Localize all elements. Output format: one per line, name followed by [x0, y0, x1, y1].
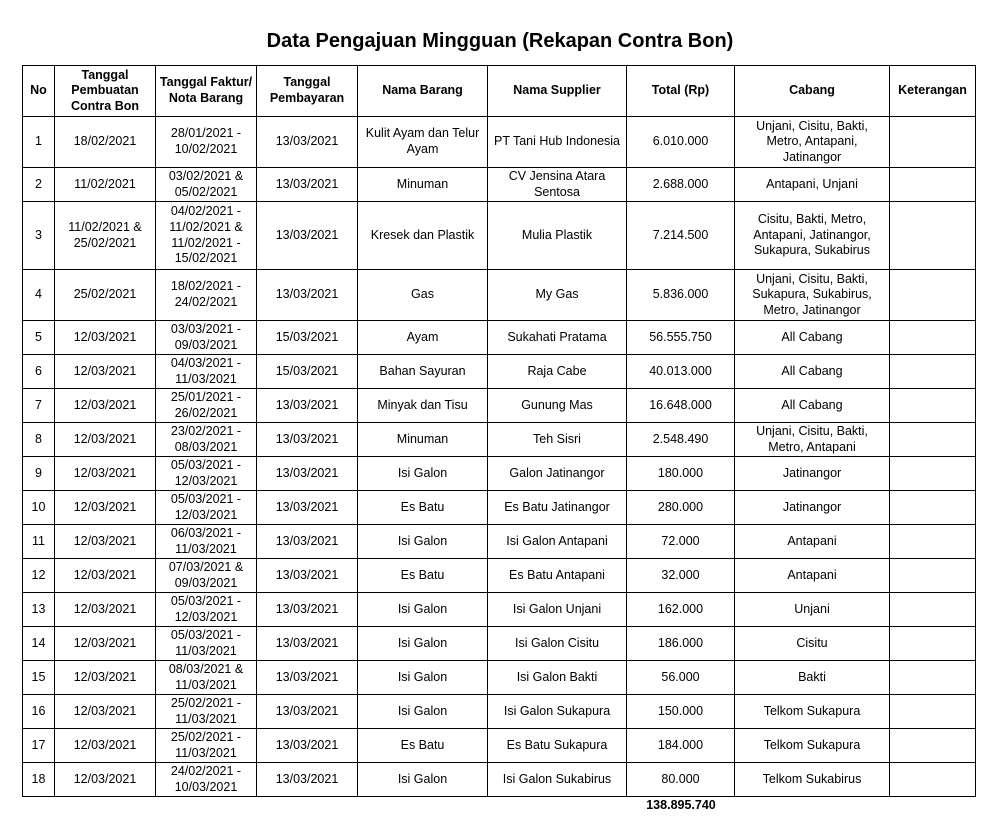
table-row — [23, 202, 976, 270]
cell-nama-supplier: Teh Sisri — [488, 423, 627, 457]
cell-nama-supplier: Raja Cabe — [488, 355, 627, 389]
cell-no: 4 — [23, 270, 55, 321]
cell-tanggal-faktur: 24/02/2021 - 10/03/2021 — [156, 763, 257, 797]
cell-no: 3 — [23, 202, 55, 270]
cell-keterangan — [890, 559, 976, 593]
cell-nama-supplier: Gunung Mas — [488, 389, 627, 423]
table-row — [23, 491, 976, 525]
cell-total: 150.000 — [627, 695, 735, 729]
cell-cabang: Antapani, Unjani — [735, 168, 890, 202]
cell-cabang: Antapani — [735, 559, 890, 593]
cell-cabang: Unjani, Cisitu, Bakti, Sukapura, Sukabirus, Metro, Jatinangor — [735, 270, 890, 321]
cell-no: 6 — [23, 355, 55, 389]
cell-tanggal-contra-bon: 12/03/2021 — [55, 423, 156, 457]
cell-total: 280.000 — [627, 491, 735, 525]
cell-keterangan — [890, 423, 976, 457]
cell-tanggal-pembayaran: 13/03/2021 — [257, 270, 358, 321]
cell-no: 13 — [23, 593, 55, 627]
table-row — [23, 627, 976, 661]
cell-keterangan — [890, 457, 976, 491]
cell-cabang: Cisitu — [735, 627, 890, 661]
cell-tanggal-pembayaran: 13/03/2021 — [257, 525, 358, 559]
cell-cabang: Bakti — [735, 661, 890, 695]
cell-keterangan — [890, 168, 976, 202]
cell-tanggal-faktur: 05/03/2021 - 11/03/2021 — [156, 627, 257, 661]
cell-nama-barang: Minyak dan Tisu — [358, 389, 488, 423]
table-header-row — [23, 66, 976, 117]
cell-total: 5.836.000 — [627, 270, 735, 321]
cell-tanggal-pembayaran: 13/03/2021 — [257, 559, 358, 593]
cell-total: 40.013.000 — [627, 355, 735, 389]
cell-no: 8 — [23, 423, 55, 457]
grand-total: 138.895.740 — [646, 798, 716, 812]
cell-nama-barang: Isi Galon — [358, 593, 488, 627]
cell-nama-supplier: Sukahati Pratama — [488, 321, 627, 355]
cell-tanggal-faktur: 03/03/2021 - 09/03/2021 — [156, 321, 257, 355]
cell-keterangan — [890, 695, 976, 729]
cell-nama-supplier: Isi Galon Sukapura — [488, 695, 627, 729]
table-row — [23, 695, 976, 729]
cell-keterangan — [890, 117, 976, 168]
cell-tanggal-contra-bon: 25/02/2021 — [55, 270, 156, 321]
table-row — [23, 321, 976, 355]
cell-nama-supplier: My Gas — [488, 270, 627, 321]
col-header-cabang: Cabang — [735, 66, 890, 117]
cell-tanggal-contra-bon: 18/02/2021 — [55, 117, 156, 168]
cell-tanggal-pembayaran: 13/03/2021 — [257, 763, 358, 797]
col-header-nama-barang: Nama Barang — [358, 66, 488, 117]
cell-cabang: Unjani, Cisitu, Bakti, Metro, Antapani — [735, 423, 890, 457]
table-row — [23, 729, 976, 763]
cell-tanggal-pembayaran: 13/03/2021 — [257, 695, 358, 729]
cell-keterangan — [890, 593, 976, 627]
cell-no: 18 — [23, 763, 55, 797]
cell-nama-supplier: Isi Galon Cisitu — [488, 627, 627, 661]
cell-no: 11 — [23, 525, 55, 559]
table-row — [23, 355, 976, 389]
cell-total: 16.648.000 — [627, 389, 735, 423]
cell-keterangan — [890, 202, 976, 270]
cell-no: 15 — [23, 661, 55, 695]
cell-tanggal-pembayaran: 13/03/2021 — [257, 661, 358, 695]
col-header-tanggal-faktur: Tanggal Faktur/ Nota Barang — [156, 66, 257, 117]
col-header-tanggal-pembayaran: Tanggal Pembayaran — [257, 66, 358, 117]
cell-nama-barang: Es Batu — [358, 729, 488, 763]
cell-no: 7 — [23, 389, 55, 423]
cell-nama-supplier: Es Batu Sukapura — [488, 729, 627, 763]
cell-keterangan — [890, 389, 976, 423]
table-row — [23, 525, 976, 559]
cell-keterangan — [890, 661, 976, 695]
cell-total: 56.000 — [627, 661, 735, 695]
cell-tanggal-contra-bon: 12/03/2021 — [55, 389, 156, 423]
cell-tanggal-faktur: 04/02/2021 - 11/02/2021 & 11/02/2021 - 15/02/2021 — [156, 202, 257, 270]
cell-nama-barang: Gas — [358, 270, 488, 321]
cell-total: 56.555.750 — [627, 321, 735, 355]
cell-tanggal-pembayaran: 13/03/2021 — [257, 593, 358, 627]
cell-tanggal-faktur: 05/03/2021 - 12/03/2021 — [156, 457, 257, 491]
cell-tanggal-faktur: 25/02/2021 - 11/03/2021 — [156, 729, 257, 763]
cell-tanggal-contra-bon: 12/03/2021 — [55, 559, 156, 593]
cell-tanggal-contra-bon: 12/03/2021 — [55, 593, 156, 627]
cell-nama-barang: Isi Galon — [358, 525, 488, 559]
cell-keterangan — [890, 321, 976, 355]
cell-tanggal-faktur: 08/03/2021 & 11/03/2021 — [156, 661, 257, 695]
cell-tanggal-faktur: 07/03/2021 & 09/03/2021 — [156, 559, 257, 593]
cell-cabang: Unjani, Cisitu, Bakti, Metro, Antapani, Jatinangor — [735, 117, 890, 168]
cell-tanggal-pembayaran: 13/03/2021 — [257, 202, 358, 270]
cell-nama-barang: Es Batu — [358, 559, 488, 593]
cell-total: 2.548.490 — [627, 423, 735, 457]
cell-nama-barang: Kresek dan Plastik — [358, 202, 488, 270]
cell-no: 14 — [23, 627, 55, 661]
col-header-keterangan: Keterangan — [890, 66, 976, 117]
cell-tanggal-contra-bon: 11/02/2021 — [55, 168, 156, 202]
col-header-no: No — [23, 66, 55, 117]
cell-keterangan — [890, 491, 976, 525]
cell-tanggal-faktur: 25/01/2021 - 26/02/2021 — [156, 389, 257, 423]
contra-bon-table — [22, 65, 976, 797]
cell-tanggal-pembayaran: 13/03/2021 — [257, 457, 358, 491]
cell-tanggal-faktur: 05/03/2021 - 12/03/2021 — [156, 593, 257, 627]
col-header-total: Total (Rp) — [627, 66, 735, 117]
cell-keterangan — [890, 729, 976, 763]
cell-total: 186.000 — [627, 627, 735, 661]
cell-nama-barang: Isi Galon — [358, 763, 488, 797]
cell-total: 32.000 — [627, 559, 735, 593]
cell-no: 1 — [23, 117, 55, 168]
cell-no: 10 — [23, 491, 55, 525]
cell-nama-barang: Bahan Sayuran — [358, 355, 488, 389]
cell-nama-supplier: Isi Galon Antapani — [488, 525, 627, 559]
cell-tanggal-contra-bon: 12/03/2021 — [55, 763, 156, 797]
cell-nama-supplier: Isi Galon Unjani — [488, 593, 627, 627]
cell-tanggal-pembayaran: 13/03/2021 — [257, 627, 358, 661]
cell-nama-supplier: Es Batu Antapani — [488, 559, 627, 593]
cell-keterangan — [890, 763, 976, 797]
cell-nama-supplier: CV Jensina Atara Sentosa — [488, 168, 627, 202]
table-row — [23, 168, 976, 202]
cell-tanggal-contra-bon: 12/03/2021 — [55, 661, 156, 695]
cell-nama-supplier: Isi Galon Sukabirus — [488, 763, 627, 797]
cell-tanggal-contra-bon: 11/02/2021 & 25/02/2021 — [55, 202, 156, 270]
col-header-tanggal-contra-bon: Tanggal Pembuatan Contra Bon — [55, 66, 156, 117]
cell-total: 80.000 — [627, 763, 735, 797]
cell-no: 16 — [23, 695, 55, 729]
cell-cabang: Unjani — [735, 593, 890, 627]
cell-tanggal-pembayaran: 13/03/2021 — [257, 729, 358, 763]
cell-tanggal-contra-bon: 12/03/2021 — [55, 729, 156, 763]
cell-keterangan — [890, 525, 976, 559]
table-row — [23, 117, 976, 168]
cell-cabang: Cisitu, Bakti, Metro, Antapani, Jatinangor, Sukapura, Sukabirus — [735, 202, 890, 270]
cell-total: 184.000 — [627, 729, 735, 763]
cell-nama-supplier: Es Batu Jatinangor — [488, 491, 627, 525]
cell-nama-barang: Isi Galon — [358, 627, 488, 661]
table-row — [23, 389, 976, 423]
cell-nama-barang: Es Batu — [358, 491, 488, 525]
cell-tanggal-pembayaran: 15/03/2021 — [257, 355, 358, 389]
table-row — [23, 270, 976, 321]
table-row — [23, 661, 976, 695]
cell-no: 12 — [23, 559, 55, 593]
cell-nama-barang: Ayam — [358, 321, 488, 355]
cell-cabang: All Cabang — [735, 321, 890, 355]
cell-tanggal-contra-bon: 12/03/2021 — [55, 491, 156, 525]
cell-nama-supplier: PT Tani Hub Indonesia — [488, 117, 627, 168]
cell-total: 2.688.000 — [627, 168, 735, 202]
cell-nama-barang: Isi Galon — [358, 457, 488, 491]
col-header-nama-supplier: Nama Supplier — [488, 66, 627, 117]
cell-nama-barang: Minuman — [358, 423, 488, 457]
cell-tanggal-pembayaran: 13/03/2021 — [257, 117, 358, 168]
cell-tanggal-pembayaran: 13/03/2021 — [257, 389, 358, 423]
cell-tanggal-faktur: 04/03/2021 - 11/03/2021 — [156, 355, 257, 389]
cell-total: 162.000 — [627, 593, 735, 627]
cell-tanggal-contra-bon: 12/03/2021 — [55, 457, 156, 491]
cell-tanggal-faktur: 28/01/2021 - 10/02/2021 — [156, 117, 257, 168]
cell-nama-supplier: Mulia Plastik — [488, 202, 627, 270]
cell-no: 2 — [23, 168, 55, 202]
cell-total: 6.010.000 — [627, 117, 735, 168]
cell-tanggal-faktur: 25/02/2021 - 11/03/2021 — [156, 695, 257, 729]
cell-tanggal-contra-bon: 12/03/2021 — [55, 695, 156, 729]
cell-cabang: Jatinangor — [735, 457, 890, 491]
cell-nama-barang: Kulit Ayam dan Telur Ayam — [358, 117, 488, 168]
cell-cabang: All Cabang — [735, 389, 890, 423]
cell-cabang: Antapani — [735, 525, 890, 559]
cell-cabang: Telkom Sukapura — [735, 729, 890, 763]
table-row — [23, 763, 976, 797]
cell-tanggal-faktur: 23/02/2021 - 08/03/2021 — [156, 423, 257, 457]
cell-total: 180.000 — [627, 457, 735, 491]
cell-tanggal-pembayaran: 13/03/2021 — [257, 168, 358, 202]
table-row — [23, 423, 976, 457]
cell-keterangan — [890, 270, 976, 321]
cell-tanggal-contra-bon: 12/03/2021 — [55, 627, 156, 661]
cell-no: 9 — [23, 457, 55, 491]
cell-cabang: Jatinangor — [735, 491, 890, 525]
cell-nama-supplier: Galon Jatinangor — [488, 457, 627, 491]
cell-tanggal-contra-bon: 12/03/2021 — [55, 355, 156, 389]
cell-cabang: All Cabang — [735, 355, 890, 389]
page-title: Data Pengajuan Mingguan (Rekapan Contra Bon) — [266, 30, 734, 52]
cell-keterangan — [890, 627, 976, 661]
cell-total: 7.214.500 — [627, 202, 735, 270]
cell-cabang: Telkom Sukabirus — [735, 763, 890, 797]
cell-tanggal-pembayaran: 13/03/2021 — [257, 491, 358, 525]
cell-no: 5 — [23, 321, 55, 355]
cell-tanggal-contra-bon: 12/03/2021 — [55, 321, 156, 355]
cell-tanggal-pembayaran: 13/03/2021 — [257, 423, 358, 457]
cell-nama-supplier: Isi Galon Bakti — [488, 661, 627, 695]
cell-nama-barang: Minuman — [358, 168, 488, 202]
cell-nama-barang: Isi Galon — [358, 661, 488, 695]
cell-keterangan — [890, 355, 976, 389]
cell-cabang: Telkom Sukapura — [735, 695, 890, 729]
table-row — [23, 559, 976, 593]
table-row — [23, 593, 976, 627]
cell-tanggal-pembayaran: 15/03/2021 — [257, 321, 358, 355]
cell-no: 17 — [23, 729, 55, 763]
cell-tanggal-faktur: 06/03/2021 - 11/03/2021 — [156, 525, 257, 559]
table-row — [23, 457, 976, 491]
cell-tanggal-faktur: 05/03/2021 - 12/03/2021 — [156, 491, 257, 525]
cell-total: 72.000 — [627, 525, 735, 559]
cell-tanggal-faktur: 03/02/2021 & 05/02/2021 — [156, 168, 257, 202]
cell-tanggal-contra-bon: 12/03/2021 — [55, 525, 156, 559]
cell-nama-barang: Isi Galon — [358, 695, 488, 729]
cell-tanggal-faktur: 18/02/2021 - 24/02/2021 — [156, 270, 257, 321]
